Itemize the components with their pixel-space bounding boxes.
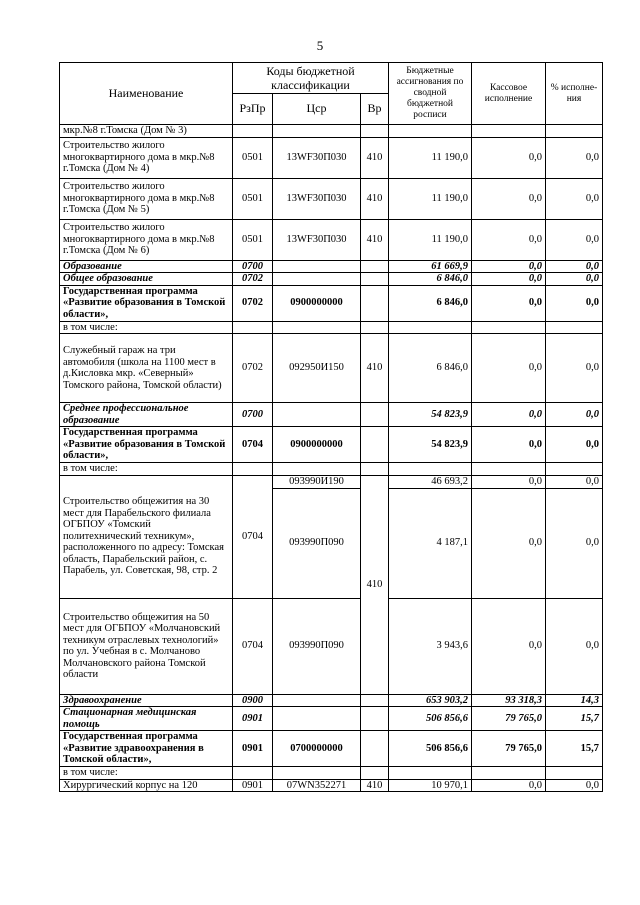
row-name: в том числе:: [60, 767, 233, 780]
page-number: 5: [316, 38, 324, 53]
row-name: Служебный гараж на три автомобиля (школа на 1100 мест в д.Кисловка мкр. «Северный» Томского района, Томской области): [60, 334, 233, 403]
row-rzpr: 0700: [233, 403, 273, 427]
row-percent: 0,0: [546, 137, 603, 178]
row-vr: [361, 321, 389, 334]
table-row: [60, 334, 603, 403]
row-name: Строительство жилого многоквартирного дома в мкр.№8 г.Томска (Дом № 4): [60, 137, 233, 178]
row-csr: 07WN352271: [273, 779, 361, 792]
row-vr: [361, 285, 389, 321]
row-cash: 0,0: [472, 260, 546, 273]
row-cash: 0,0: [472, 137, 546, 178]
row-assignment: [389, 125, 472, 138]
header-percent: % исполне-ния: [546, 63, 603, 125]
row-cash: 0,0: [472, 475, 546, 488]
row-rzpr: 0704: [233, 475, 273, 598]
row-cash: 0,0: [472, 779, 546, 792]
row-csr: [273, 125, 361, 138]
row-percent: [546, 767, 603, 780]
row-assignment: [389, 321, 472, 334]
row-percent: 0,0: [546, 260, 603, 273]
row-vr: 410: [361, 334, 389, 403]
row-name: Хирургический корпус на 120: [60, 779, 233, 792]
row-vr: [361, 427, 389, 463]
row-assignment: 653 903,2: [389, 694, 472, 707]
row-rzpr: [233, 767, 273, 780]
row-vr: 410: [361, 475, 389, 694]
table-row: [60, 125, 603, 138]
row-csr: 0900000000: [273, 285, 361, 321]
row-csr: [273, 707, 361, 731]
row-assignment: 506 856,6: [389, 707, 472, 731]
row-csr: [273, 403, 361, 427]
row-csr: [273, 321, 361, 334]
table-row: [60, 598, 603, 694]
row-vr: [361, 767, 389, 780]
budget-table: [59, 62, 603, 792]
row-cash: [472, 463, 546, 476]
row-percent: 0,0: [546, 334, 603, 403]
row-csr: 0700000000: [273, 731, 361, 767]
row-vr: 410: [361, 219, 389, 260]
row-csr: 092950И150: [273, 334, 361, 403]
row-name: Государственная программа «Развитие образования в Томской области»,: [60, 427, 233, 463]
header-name: Наименование: [60, 63, 233, 125]
row-name: Стационарная медицинская помощь: [60, 707, 233, 731]
row-percent: 0,0: [546, 178, 603, 219]
row-percent: 0,0: [546, 427, 603, 463]
row-rzpr: 0700: [233, 260, 273, 273]
row-assignment: 11 190,0: [389, 137, 472, 178]
row-rzpr: 0704: [233, 598, 273, 694]
row-rzpr: [233, 321, 273, 334]
row-vr: [361, 403, 389, 427]
row-percent: 0,0: [546, 219, 603, 260]
row-cash: 79 765,0: [472, 707, 546, 731]
row-cash: 0,0: [472, 219, 546, 260]
row-vr: 410: [361, 137, 389, 178]
row-name: Образование: [60, 260, 233, 273]
header-vr: Вр: [361, 94, 389, 125]
table-row: [60, 694, 603, 707]
row-assignment: 54 823,9: [389, 403, 472, 427]
row-name: мкр.№8 г.Томска (Дом № 3): [60, 125, 233, 138]
row-assignment: 46 693,2: [389, 475, 472, 488]
row-percent: [546, 125, 603, 138]
row-name: Строительство жилого многоквартирного дома в мкр.№8 г.Томска (Дом № 6): [60, 219, 233, 260]
row-assignment: 4 187,1: [389, 488, 472, 598]
row-csr: 093990П090: [273, 598, 361, 694]
row-percent: 0,0: [546, 779, 603, 792]
table-row: [60, 273, 603, 286]
table-row: [60, 321, 603, 334]
row-vr: [361, 260, 389, 273]
row-rzpr: 0900: [233, 694, 273, 707]
row-vr: [361, 125, 389, 138]
table-row: [60, 260, 603, 273]
row-cash: [472, 767, 546, 780]
table-row: [60, 463, 603, 476]
row-percent: 0,0: [546, 488, 603, 598]
row-csr: [273, 767, 361, 780]
row-assignment: 11 190,0: [389, 178, 472, 219]
row-csr: [273, 694, 361, 707]
row-name: Государственная программа «Развитие образования в Томской области»,: [60, 285, 233, 321]
row-csr: 13WF30П030: [273, 178, 361, 219]
row-rzpr: 0901: [233, 707, 273, 731]
table-row: [60, 767, 603, 780]
row-name: Строительство общежития на 30 мест для Парабельского филиала ОГБПОУ «Томский политехнический техникум», расположенного по адресу: Томская область, Парабельский район, с. Парабель, ул. Советская, 98, стр. 2: [60, 475, 233, 598]
row-csr: 0900000000: [273, 427, 361, 463]
table-row: [60, 779, 603, 792]
row-name: Строительство жилого многоквартирного дома в мкр.№8 г.Томска (Дом № 5): [60, 178, 233, 219]
row-percent: [546, 321, 603, 334]
row-rzpr: 0702: [233, 273, 273, 286]
row-csr: [273, 260, 361, 273]
row-cash: [472, 321, 546, 334]
row-rzpr: 0702: [233, 334, 273, 403]
row-rzpr: 0501: [233, 137, 273, 178]
row-assignment: 54 823,9: [389, 427, 472, 463]
row-rzpr: 0501: [233, 219, 273, 260]
row-vr: [361, 707, 389, 731]
row-assignment: 506 856,6: [389, 731, 472, 767]
row-cash: 0,0: [472, 285, 546, 321]
row-name: Среднее профессиональное образование: [60, 403, 233, 427]
row-assignment: 6 846,0: [389, 273, 472, 286]
row-vr: 410: [361, 178, 389, 219]
table-row: [60, 731, 603, 767]
row-cash: 0,0: [472, 427, 546, 463]
header-row: [60, 63, 603, 94]
table-row: [60, 427, 603, 463]
row-csr: 13WF30П030: [273, 137, 361, 178]
row-percent: [546, 463, 603, 476]
table-row: [60, 475, 603, 488]
row-percent: 0,0: [546, 273, 603, 286]
table-row: [60, 178, 603, 219]
row-csr: 093990П090: [273, 488, 361, 598]
table-row: [60, 219, 603, 260]
row-assignment: [389, 767, 472, 780]
row-name: Здравоохранение: [60, 694, 233, 707]
row-percent: 0,0: [546, 403, 603, 427]
row-percent: 0,0: [546, 475, 603, 488]
row-assignment: 6 846,0: [389, 285, 472, 321]
row-name: Строительство общежития на 50 мест для ОГБПОУ «Молчановский техникум отраслевых технологий» по ул. Учебная в с. Молчаново Молчановского района Томской области: [60, 598, 233, 694]
header-cash: Кассовое исполнение: [472, 63, 546, 125]
row-cash: 0,0: [472, 598, 546, 694]
row-vr: [361, 731, 389, 767]
row-cash: 93 318,3: [472, 694, 546, 707]
row-csr: 13WF30П030: [273, 219, 361, 260]
row-cash: 0,0: [472, 403, 546, 427]
row-assignment: 10 970,1: [389, 779, 472, 792]
row-vr: [361, 273, 389, 286]
row-name: Общее образование: [60, 273, 233, 286]
row-percent: 0,0: [546, 598, 603, 694]
header-codes: Коды бюджетной классификации: [233, 63, 389, 94]
row-csr: [273, 463, 361, 476]
row-percent: 0,0: [546, 285, 603, 321]
row-rzpr: 0704: [233, 427, 273, 463]
row-csr: [273, 273, 361, 286]
row-name: Государственная программа «Развитие здравоохранения в Томской области»,: [60, 731, 233, 767]
header-assignments: Бюджетные ассигнования по сводной бюджетной росписи: [389, 63, 472, 125]
table-row: [60, 137, 603, 178]
row-cash: 0,0: [472, 273, 546, 286]
row-rzpr: [233, 125, 273, 138]
table-row: [60, 285, 603, 321]
row-percent: 14,3: [546, 694, 603, 707]
row-assignment: 6 846,0: [389, 334, 472, 403]
row-name: в том числе:: [60, 321, 233, 334]
row-vr: 410: [361, 779, 389, 792]
header-csr: Цср: [273, 94, 361, 125]
row-assignment: 3 943,6: [389, 598, 472, 694]
header-rzpr: РзПр: [233, 94, 273, 125]
row-vr: [361, 463, 389, 476]
row-rzpr: 0702: [233, 285, 273, 321]
row-cash: [472, 125, 546, 138]
row-rzpr: [233, 463, 273, 476]
row-assignment: 11 190,0: [389, 219, 472, 260]
row-cash: 0,0: [472, 488, 546, 598]
row-percent: 15,7: [546, 707, 603, 731]
row-rzpr: 0901: [233, 779, 273, 792]
row-csr: 093990И190: [273, 475, 361, 488]
row-name: в том числе:: [60, 463, 233, 476]
row-percent: 15,7: [546, 731, 603, 767]
table-row: [60, 707, 603, 731]
row-rzpr: 0901: [233, 731, 273, 767]
row-cash: 0,0: [472, 334, 546, 403]
row-cash: 0,0: [472, 178, 546, 219]
row-assignment: [389, 463, 472, 476]
row-rzpr: 0501: [233, 178, 273, 219]
row-assignment: 61 669,9: [389, 260, 472, 273]
row-cash: 79 765,0: [472, 731, 546, 767]
row-vr: [361, 694, 389, 707]
table-row: [60, 403, 603, 427]
